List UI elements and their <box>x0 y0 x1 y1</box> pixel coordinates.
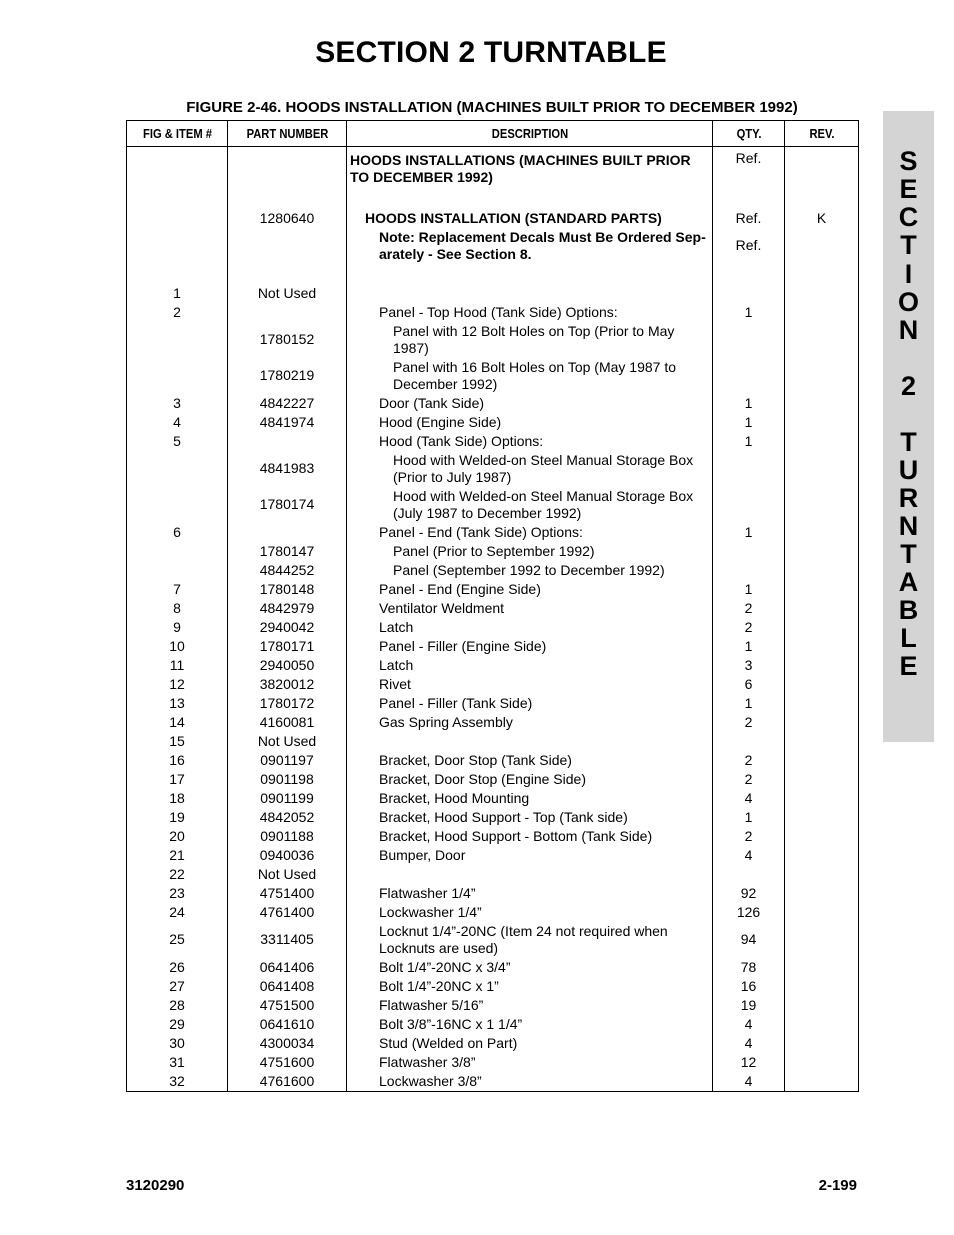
cell-fig-item: 22 <box>127 865 228 884</box>
cell-fig-item <box>127 322 228 358</box>
table-row <box>127 542 859 561</box>
cell-rev <box>785 770 859 789</box>
header-fig-item: FIG & ITEM # <box>134 121 221 147</box>
cell-fig-item: 25 <box>127 922 228 958</box>
cell-rev <box>785 789 859 808</box>
cell-part-number: 1780148 <box>228 580 347 599</box>
sidebar-letter: A <box>898 567 919 597</box>
cell-description: Panel (September 1992 to December 1992) <box>347 561 713 580</box>
table-row <box>127 751 859 770</box>
cell-rev <box>785 322 859 358</box>
cell-description: HOODS INSTALLATIONS (MACHINES BUILT PRIOR TO DECEMBER 1992) <box>347 147 713 189</box>
cell-qty: 2 <box>713 713 785 732</box>
cell-part-number: Not Used <box>228 732 347 751</box>
cell-description: Panel - Filler (Tank Side) <box>347 694 713 713</box>
cell-fig-item: 7 <box>127 580 228 599</box>
cell-qty: 1 <box>713 394 785 413</box>
footer-page-number: 2-199 <box>818 1177 857 1194</box>
cell-fig-item: 16 <box>127 751 228 770</box>
table-row <box>127 394 859 413</box>
cell-part-number: 0641610 <box>228 1015 347 1034</box>
cell-part-number: 0901188 <box>228 827 347 846</box>
cell-fig-item: 18 <box>127 789 228 808</box>
cell-qty: 4 <box>713 1034 785 1053</box>
table-row <box>127 808 859 827</box>
cell-rev <box>785 827 859 846</box>
cell-qty: Ref. <box>713 147 785 189</box>
cell-description: Flatwasher 1/4” <box>347 884 713 903</box>
cell-rev <box>785 413 859 432</box>
sidebar-letter: T <box>900 230 917 260</box>
cell-part-number: 4841983 <box>228 451 347 487</box>
cell-rev <box>785 451 859 487</box>
cell-part-number <box>228 523 347 542</box>
table-row <box>127 189 859 209</box>
cell-part-number <box>228 189 347 209</box>
table-row <box>127 523 859 542</box>
cell-fig-item: 5 <box>127 432 228 451</box>
cell-description: Bumper, Door <box>347 846 713 865</box>
cell-part-number: 4300034 <box>228 1034 347 1053</box>
cell-fig-item: 10 <box>127 637 228 656</box>
cell-fig-item: 31 <box>127 1053 228 1072</box>
cell-fig-item <box>127 147 228 189</box>
cell-qty: 2 <box>713 599 785 618</box>
cell-part-number: 4751600 <box>228 1053 347 1072</box>
table-row <box>127 487 859 523</box>
cell-qty: 2 <box>713 770 785 789</box>
footer-doc-number: 3120290 <box>126 1177 185 1194</box>
header-rev: REV. <box>790 121 854 147</box>
cell-qty: 12 <box>713 1053 785 1072</box>
table-row <box>127 865 859 884</box>
cell-qty: 4 <box>713 846 785 865</box>
cell-description: Bracket, Door Stop (Tank Side) <box>347 751 713 770</box>
cell-fig-item: 6 <box>127 523 228 542</box>
cell-part-number: 3820012 <box>228 675 347 694</box>
cell-rev <box>785 580 859 599</box>
table-row <box>127 789 859 808</box>
cell-description: Panel with 16 Bolt Holes on Top (May 1987 to December 1992) <box>347 358 713 394</box>
cell-qty <box>713 358 785 394</box>
cell-qty <box>713 865 785 884</box>
cell-description: Stud (Welded on Part) <box>347 1034 713 1053</box>
cell-part-number: 1780172 <box>228 694 347 713</box>
cell-part-number: 1780147 <box>228 542 347 561</box>
cell-rev <box>785 1034 859 1053</box>
cell-part-number: 3311405 <box>228 922 347 958</box>
cell-fig-item: 30 <box>127 1034 228 1053</box>
cell-rev <box>785 958 859 977</box>
cell-fig-item <box>127 264 228 284</box>
cell-part-number <box>228 303 347 322</box>
cell-rev <box>785 542 859 561</box>
table-row <box>127 996 859 1015</box>
figure-title: FIGURE 2-46. HOODS INSTALLATION (MACHINES BUILT PRIOR TO DECEMBER 1992) <box>186 99 798 116</box>
cell-description: Panel with 12 Bolt Holes on Top (Prior to May 1987) <box>347 322 713 358</box>
sidebar-letter: S <box>899 146 918 176</box>
cell-qty: 1 <box>713 432 785 451</box>
parts-table <box>126 120 859 1092</box>
cell-rev <box>785 523 859 542</box>
cell-rev <box>785 996 859 1015</box>
cell-fig-item <box>127 209 228 228</box>
sidebar-letter: O <box>897 287 919 317</box>
cell-part-number: 4844252 <box>228 561 347 580</box>
cell-qty: 2 <box>713 827 785 846</box>
cell-description: Panel - Filler (Engine Side) <box>347 637 713 656</box>
cell-rev <box>785 189 859 209</box>
sidebar-letter: U <box>898 455 919 485</box>
cell-qty <box>713 561 785 580</box>
cell-description: Panel - End (Tank Side) Options: <box>347 523 713 542</box>
sidebar-letter: E <box>899 174 918 204</box>
cell-rev <box>785 675 859 694</box>
table-row <box>127 675 859 694</box>
cell-qty: 16 <box>713 977 785 996</box>
table-header-row <box>127 121 859 147</box>
cell-qty: Ref. <box>713 209 785 228</box>
table-row <box>127 303 859 322</box>
table-row <box>127 322 859 358</box>
cell-fig-item: 17 <box>127 770 228 789</box>
cell-description: Bolt 1/4”-20NC x 3/4” <box>347 958 713 977</box>
cell-fig-item: 15 <box>127 732 228 751</box>
cell-rev <box>785 432 859 451</box>
cell-fig-item: 24 <box>127 903 228 922</box>
cell-description: Lockwasher 1/4” <box>347 903 713 922</box>
cell-part-number: 1780152 <box>228 322 347 358</box>
cell-rev <box>785 656 859 675</box>
cell-fig-item <box>127 358 228 394</box>
cell-part-number: 2940050 <box>228 656 347 675</box>
table-row <box>127 977 859 996</box>
cell-rev <box>785 228 859 264</box>
cell-qty: 4 <box>713 1072 785 1092</box>
sidebar-letter: 2 <box>900 371 917 401</box>
cell-rev <box>785 618 859 637</box>
header-description: DESCRIPTION <box>372 121 687 147</box>
cell-fig-item: 9 <box>127 618 228 637</box>
cell-description: Lockwasher 3/8” <box>347 1072 713 1092</box>
sidebar-letter: T <box>900 427 917 457</box>
sidebar-letter: I <box>904 259 913 289</box>
cell-description: HOODS INSTALLATION (STANDARD PARTS) <box>347 209 713 228</box>
cell-fig-item: 8 <box>127 599 228 618</box>
cell-rev <box>785 303 859 322</box>
cell-qty: 1 <box>713 808 785 827</box>
cell-part-number: 1280640 <box>228 209 347 228</box>
cell-qty: 1 <box>713 523 785 542</box>
cell-qty: 126 <box>713 903 785 922</box>
parts-table-body <box>127 147 859 1092</box>
cell-rev <box>785 358 859 394</box>
cell-qty: 19 <box>713 996 785 1015</box>
cell-part-number <box>228 228 347 264</box>
cell-part-number: 4160081 <box>228 713 347 732</box>
table-row <box>127 694 859 713</box>
cell-fig-item: 27 <box>127 977 228 996</box>
table-row <box>127 1072 859 1092</box>
cell-rev <box>785 1072 859 1092</box>
cell-description: Ventilator Weldment <box>347 599 713 618</box>
cell-description: Note: Replacement Decals Must Be Ordered Sep-arately - See Section 8. <box>347 228 713 264</box>
cell-description: Latch <box>347 618 713 637</box>
cell-part-number: 1780174 <box>228 487 347 523</box>
cell-part-number: 4761400 <box>228 903 347 922</box>
cell-rev <box>785 903 859 922</box>
cell-fig-item <box>127 228 228 264</box>
cell-qty <box>713 451 785 487</box>
cell-qty: 1 <box>713 637 785 656</box>
section-tab-sidebar <box>883 111 934 742</box>
cell-rev <box>785 808 859 827</box>
cell-rev <box>785 599 859 618</box>
cell-part-number: 4842227 <box>228 394 347 413</box>
cell-part-number: 4842979 <box>228 599 347 618</box>
cell-description: Bracket, Hood Support - Top (Tank side) <box>347 808 713 827</box>
cell-fig-item <box>127 487 228 523</box>
cell-rev: K <box>785 209 859 228</box>
cell-part-number: 1780171 <box>228 637 347 656</box>
cell-fig-item: 20 <box>127 827 228 846</box>
cell-description: Hood with Welded-on Steel Manual Storage Box (July 1987 to December 1992) <box>347 487 713 523</box>
cell-part-number: 0940036 <box>228 846 347 865</box>
cell-part-number: 1780219 <box>228 358 347 394</box>
cell-rev <box>785 846 859 865</box>
table-row <box>127 827 859 846</box>
cell-fig-item: 12 <box>127 675 228 694</box>
sidebar-letter: N <box>898 315 919 345</box>
cell-qty: 1 <box>713 303 785 322</box>
cell-part-number <box>228 264 347 284</box>
cell-description: Panel - End (Engine Side) <box>347 580 713 599</box>
cell-fig-item: 32 <box>127 1072 228 1092</box>
cell-fig-item: 28 <box>127 996 228 1015</box>
cell-description: Flatwasher 5/16” <box>347 996 713 1015</box>
cell-fig-item <box>127 561 228 580</box>
table-row <box>127 958 859 977</box>
table-row <box>127 561 859 580</box>
cell-description: Latch <box>347 656 713 675</box>
cell-rev <box>785 977 859 996</box>
cell-part-number: 4751400 <box>228 884 347 903</box>
cell-part-number: 0901197 <box>228 751 347 770</box>
table-row <box>127 1053 859 1072</box>
cell-part-number <box>228 147 347 189</box>
table-row <box>127 264 859 284</box>
cell-fig-item <box>127 189 228 209</box>
cell-fig-item: 3 <box>127 394 228 413</box>
table-row <box>127 209 859 228</box>
table-row <box>127 618 859 637</box>
table-row <box>127 599 859 618</box>
header-qty: QTY. <box>718 121 780 147</box>
section-title: SECTION 2 TURNTABLE <box>315 36 667 69</box>
cell-fig-item: 19 <box>127 808 228 827</box>
cell-qty <box>713 264 785 284</box>
cell-fig-item <box>127 542 228 561</box>
sidebar-letter: L <box>900 623 917 653</box>
cell-fig-item: 4 <box>127 413 228 432</box>
cell-qty <box>713 487 785 523</box>
cell-qty <box>713 542 785 561</box>
cell-rev <box>785 922 859 958</box>
cell-qty: 92 <box>713 884 785 903</box>
table-row <box>127 1034 859 1053</box>
table-row <box>127 358 859 394</box>
cell-qty <box>713 284 785 303</box>
cell-part-number: 0641406 <box>228 958 347 977</box>
cell-part-number <box>228 432 347 451</box>
cell-description: Bolt 1/4”-20NC x 1” <box>347 977 713 996</box>
cell-description <box>347 189 713 209</box>
cell-qty: 94 <box>713 922 785 958</box>
sidebar-letter: N <box>898 511 919 541</box>
table-row <box>127 432 859 451</box>
cell-description: Hood (Engine Side) <box>347 413 713 432</box>
cell-description <box>347 732 713 751</box>
sidebar-letter: T <box>900 539 917 569</box>
cell-description: Hood with Welded-on Steel Manual Storage Box (Prior to July 1987) <box>347 451 713 487</box>
cell-description: Bolt 3/8”-16NC x 1 1/4” <box>347 1015 713 1034</box>
table-row <box>127 284 859 303</box>
sidebar-letter: R <box>898 483 919 513</box>
cell-description <box>347 264 713 284</box>
cell-description <box>347 284 713 303</box>
cell-fig-item <box>127 451 228 487</box>
table-row <box>127 922 859 958</box>
cell-qty: 3 <box>713 656 785 675</box>
cell-qty: 6 <box>713 675 785 694</box>
cell-rev <box>785 487 859 523</box>
table-row <box>127 656 859 675</box>
cell-rev <box>785 394 859 413</box>
cell-fig-item: 23 <box>127 884 228 903</box>
cell-part-number: 4751500 <box>228 996 347 1015</box>
cell-qty: 2 <box>713 618 785 637</box>
cell-rev <box>785 561 859 580</box>
cell-qty: Ref. <box>713 228 785 264</box>
cell-rev <box>785 284 859 303</box>
cell-qty <box>713 322 785 358</box>
cell-part-number: 4841974 <box>228 413 347 432</box>
cell-part-number: 4842052 <box>228 808 347 827</box>
cell-rev <box>785 1015 859 1034</box>
cell-description: Bracket, Hood Mounting <box>347 789 713 808</box>
cell-part-number: Not Used <box>228 284 347 303</box>
cell-qty: 4 <box>713 1015 785 1034</box>
table-row <box>127 637 859 656</box>
table-row <box>127 884 859 903</box>
cell-part-number: 4761600 <box>228 1072 347 1092</box>
cell-rev <box>785 751 859 770</box>
cell-rev <box>785 147 859 189</box>
cell-rev <box>785 637 859 656</box>
cell-qty: 1 <box>713 413 785 432</box>
cell-part-number: 2940042 <box>228 618 347 637</box>
cell-description: Gas Spring Assembly <box>347 713 713 732</box>
cell-qty: 1 <box>713 580 785 599</box>
cell-qty <box>713 732 785 751</box>
cell-fig-item: 2 <box>127 303 228 322</box>
table-row <box>127 713 859 732</box>
cell-rev <box>785 713 859 732</box>
sidebar-letter: C <box>898 202 919 232</box>
cell-rev <box>785 264 859 284</box>
cell-description: Panel - Top Hood (Tank Side) Options: <box>347 303 713 322</box>
cell-rev <box>785 1053 859 1072</box>
sidebar-letter: B <box>898 595 919 625</box>
cell-fig-item: 13 <box>127 694 228 713</box>
cell-description: Flatwasher 3/8” <box>347 1053 713 1072</box>
cell-fig-item: 26 <box>127 958 228 977</box>
cell-part-number: Not Used <box>228 865 347 884</box>
cell-fig-item: 29 <box>127 1015 228 1034</box>
cell-qty: 1 <box>713 694 785 713</box>
table-row <box>127 451 859 487</box>
cell-rev <box>785 694 859 713</box>
cell-description: Hood (Tank Side) Options: <box>347 432 713 451</box>
cell-fig-item: 14 <box>127 713 228 732</box>
cell-rev <box>785 732 859 751</box>
cell-rev <box>785 865 859 884</box>
table-row <box>127 413 859 432</box>
table-row <box>127 1015 859 1034</box>
cell-description: Panel (Prior to September 1992) <box>347 542 713 561</box>
header-part-number: PART NUMBER <box>236 121 338 147</box>
table-row <box>127 770 859 789</box>
cell-description: Bracket, Door Stop (Engine Side) <box>347 770 713 789</box>
sidebar-letter: E <box>899 651 918 681</box>
table-row <box>127 903 859 922</box>
cell-qty: 4 <box>713 789 785 808</box>
cell-part-number: 0641408 <box>228 977 347 996</box>
cell-qty: 2 <box>713 751 785 770</box>
table-row <box>127 147 859 189</box>
cell-rev <box>785 884 859 903</box>
table-row <box>127 580 859 599</box>
cell-description: Door (Tank Side) <box>347 394 713 413</box>
cell-description: Bracket, Hood Support - Bottom (Tank Side) <box>347 827 713 846</box>
cell-fig-item: 21 <box>127 846 228 865</box>
cell-part-number: 0901199 <box>228 789 347 808</box>
cell-qty <box>713 189 785 209</box>
table-row <box>127 732 859 751</box>
cell-fig-item: 11 <box>127 656 228 675</box>
cell-qty: 78 <box>713 958 785 977</box>
cell-description: Rivet <box>347 675 713 694</box>
cell-description <box>347 865 713 884</box>
cell-part-number: 0901198 <box>228 770 347 789</box>
cell-fig-item: 1 <box>127 284 228 303</box>
cell-description: Locknut 1/4”-20NC (Item 24 not required when Locknuts are used) <box>347 922 713 958</box>
table-row <box>127 228 859 264</box>
table-row <box>127 846 859 865</box>
